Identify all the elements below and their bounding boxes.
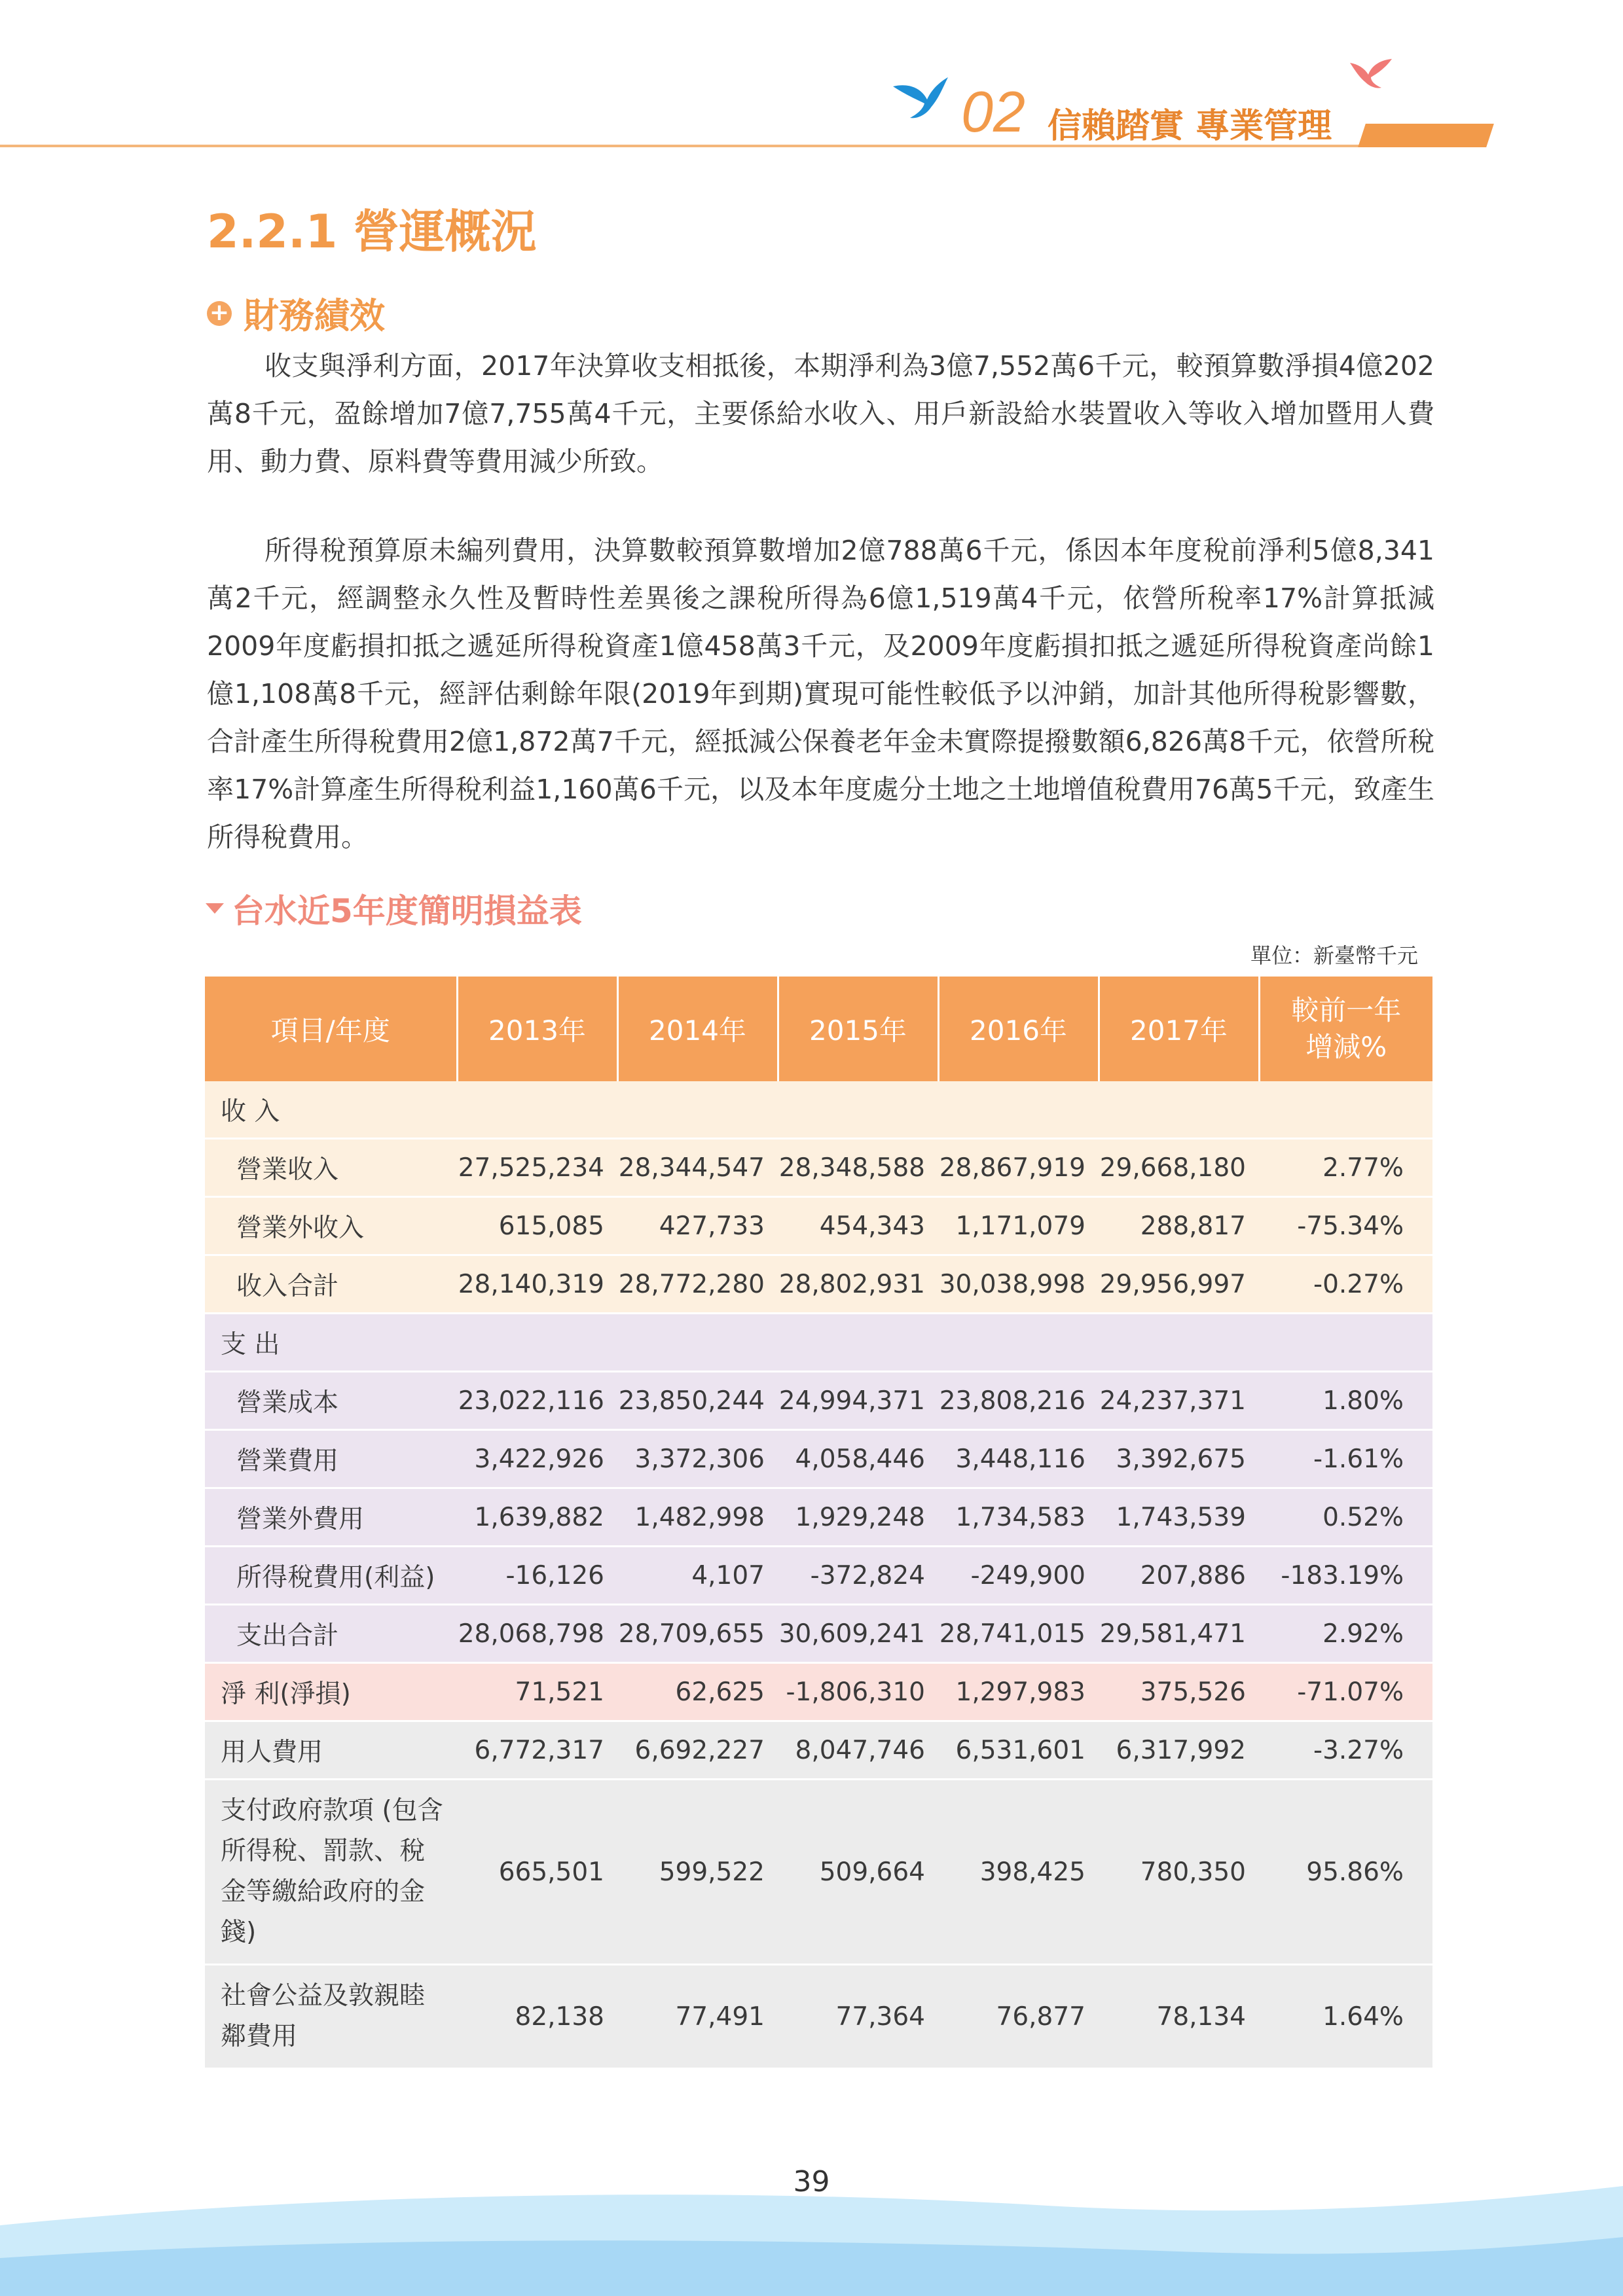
chapter-title: 信賴踏實 專業管理 — [1048, 107, 1332, 146]
column-header: 2017年 — [1099, 977, 1259, 1081]
table-cell: 71,521 — [457, 1663, 617, 1721]
row-label: 淨 利(淨損) — [205, 1663, 457, 1721]
table-cell: 0.52% — [1259, 1488, 1432, 1547]
table-cell: 24,994,371 — [778, 1372, 938, 1430]
table-row — [205, 1547, 1432, 1605]
table-cell: -16,126 — [457, 1547, 617, 1605]
table-cell: 3,448,116 — [938, 1430, 1099, 1488]
row-label: 用人費用 — [205, 1721, 457, 1780]
table-cell: 23,808,216 — [938, 1372, 1099, 1430]
table-cell: 29,956,997 — [1099, 1255, 1259, 1314]
row-label: 營業成本 — [205, 1372, 457, 1430]
table-cell: 76,877 — [938, 1965, 1099, 2069]
table-cell: 2.92% — [1259, 1605, 1432, 1663]
table-header-row — [205, 977, 1432, 1081]
table-cell: -75.34% — [1259, 1197, 1432, 1255]
table-cell: 3,372,306 — [617, 1430, 778, 1488]
table-unit-note: 單位：新臺幣千元 — [1250, 943, 1418, 968]
paragraph-income-tax: 所得稅預算原未編列費用，決算數較預算數增加2億788萬6千元，係因本年度稅前淨利5億8,341萬2千元，經調整永久性及暫時性差異後之課稅所得為6億1,519萬4千元，依營所稅率17%計算抵減2009年度虧損扣抵之遞延所得稅資產1億458萬3千元，及2009年度虧損扣抵之遞延所得稅資產尚餘1億1,108萬8千元，經評估剩餘年限(2019年到期)實現可能性較低予以沖銷，加計其他所得稅影響數，合計產生所得稅費用2億1,872萬7千元，經抵減公保養老年金未實際提撥數額6,826萬8千元，依營所稅率17%計算產生所得稅利益1,160萬6千元，以及本年度處分土地之土地增值稅費用76萬5千元，致產生所得稅費用。 — [207, 535, 1434, 853]
table-cell: 2.77% — [1259, 1139, 1432, 1197]
table-cell: 427,733 — [617, 1197, 778, 1255]
table-cell: 780,350 — [1099, 1780, 1259, 1965]
table-cell: 1.80% — [1259, 1372, 1432, 1430]
table-cell: -1.61% — [1259, 1430, 1432, 1488]
table-cell: 28,068,798 — [457, 1605, 617, 1663]
table-cell: -183.19% — [1259, 1547, 1432, 1605]
column-header: 2015年 — [778, 977, 938, 1081]
section-title: 2.2.1 營運概況 — [207, 205, 537, 259]
paragraph-net-income: 收支與淨利方面，2017年決算收支相抵後，本期淨利為3億7,552萬6千元，較預算數淨損4億202萬8千元，盈餘增加7億7,755萬4千元，主要係給水收入、用戶新設給水裝置收入等收入增加暨用人費用、動力費、原料費等費用減少所致。 — [207, 350, 1434, 477]
table-cell: 28,802,931 — [778, 1255, 938, 1314]
table-cell: 509,664 — [778, 1780, 938, 1965]
table-cell: 398,425 — [938, 1780, 1099, 1965]
table-cell: -1,806,310 — [778, 1663, 938, 1721]
table-cell: 6,317,992 — [1099, 1721, 1259, 1780]
row-label: 營業外費用 — [205, 1488, 457, 1547]
table-row — [205, 1721, 1432, 1780]
table-cell: 1,171,079 — [938, 1197, 1099, 1255]
table-row — [205, 1965, 1432, 2069]
header-accent-tab — [1358, 124, 1494, 147]
table-cell: 28,344,547 — [617, 1139, 778, 1197]
table-row — [205, 1780, 1432, 1965]
table-cell: 375,526 — [1099, 1663, 1259, 1721]
table-row — [205, 1430, 1432, 1488]
row-label: 社會公益及敦親睦鄰費用 — [205, 1965, 457, 2069]
table-cell: 6,772,317 — [457, 1721, 617, 1780]
table-cell: 6,692,227 — [617, 1721, 778, 1780]
table-cell: 8,047,746 — [778, 1721, 938, 1780]
table-cell: -0.27% — [1259, 1255, 1432, 1314]
footer-wave — [0, 2179, 1623, 2296]
table-cell: 82,138 — [457, 1965, 617, 2069]
table-row — [205, 1197, 1432, 1255]
table-section-row — [205, 1081, 1432, 1139]
row-label: 營業收入 — [205, 1139, 457, 1197]
table-cell: 454,343 — [778, 1197, 938, 1255]
table-cell: 1,929,248 — [778, 1488, 938, 1547]
chapter-number: 02 — [961, 79, 1025, 144]
table-cell: 28,348,588 — [778, 1139, 938, 1197]
table-cell: 29,668,180 — [1099, 1139, 1259, 1197]
triangle-down-icon — [206, 903, 224, 914]
table-cell: -71.07% — [1259, 1663, 1432, 1721]
pink-bird-icon — [1349, 55, 1395, 92]
table-row — [205, 1605, 1432, 1663]
table-cell: 3,392,675 — [1099, 1430, 1259, 1488]
table-cell: 1.64% — [1259, 1965, 1432, 2069]
income-statement-table — [205, 977, 1432, 2070]
table-row — [205, 1372, 1432, 1430]
subheading-text: 財務績效 — [244, 295, 385, 336]
table-cell: 207,886 — [1099, 1547, 1259, 1605]
column-header: 2013年 — [457, 977, 617, 1081]
table-cell: -372,824 — [778, 1547, 938, 1605]
table-cell: 615,085 — [457, 1197, 617, 1255]
table-cell: 23,022,116 — [457, 1372, 617, 1430]
blue-bird-icon — [890, 73, 949, 120]
table-cell: 28,741,015 — [938, 1605, 1099, 1663]
table-cell: 28,867,919 — [938, 1139, 1099, 1197]
table-cell: 665,501 — [457, 1780, 617, 1965]
table-section-row — [205, 1314, 1432, 1372]
table-cell: 24,237,371 — [1099, 1372, 1259, 1430]
table-cell: 30,609,241 — [778, 1605, 938, 1663]
row-label: 所得稅費用(利益) — [205, 1547, 457, 1605]
row-label: 營業費用 — [205, 1430, 457, 1488]
table-cell: 28,140,319 — [457, 1255, 617, 1314]
table-title — [206, 885, 582, 932]
row-label: 收入合計 — [205, 1255, 457, 1314]
table-cell: 28,709,655 — [617, 1605, 778, 1663]
table-cell: -3.27% — [1259, 1721, 1432, 1780]
table-cell: 29,581,471 — [1099, 1605, 1259, 1663]
table-cell: 78,134 — [1099, 1965, 1259, 2069]
table-cell: 62,625 — [617, 1663, 778, 1721]
row-label: 支出合計 — [205, 1605, 457, 1663]
table-cell: 27,525,234 — [457, 1139, 617, 1197]
table-row — [205, 1663, 1432, 1721]
table-cell: 1,639,882 — [457, 1488, 617, 1547]
column-header: 2016年 — [938, 977, 1099, 1081]
table-cell: 28,772,280 — [617, 1255, 778, 1314]
column-header: 2014年 — [617, 977, 778, 1081]
table-row — [205, 1488, 1432, 1547]
table-row — [205, 1139, 1432, 1197]
table-cell: 77,491 — [617, 1965, 778, 2069]
table-cell: 3,422,926 — [457, 1430, 617, 1488]
table-cell: 288,817 — [1099, 1197, 1259, 1255]
column-header: 較前一年 增減% — [1259, 977, 1432, 1081]
row-label: 營業外收入 — [205, 1197, 457, 1255]
row-label: 支付政府款項 (包含所得稅、罰款、稅金等繳給政府的金錢) — [205, 1780, 457, 1965]
table-cell: 1,482,998 — [617, 1488, 778, 1547]
table-cell: 1,297,983 — [938, 1663, 1099, 1721]
table-row — [205, 1255, 1432, 1314]
table-cell: 1,743,539 — [1099, 1488, 1259, 1547]
subheading — [207, 288, 385, 338]
table-cell: 4,058,446 — [778, 1430, 938, 1488]
row-label: 收 入 — [205, 1081, 1432, 1139]
table-cell: 95.86% — [1259, 1780, 1432, 1965]
table-cell: 77,364 — [778, 1965, 938, 2069]
page-number: 39 — [793, 2165, 830, 2198]
row-label: 支 出 — [205, 1314, 1432, 1372]
table-cell: 6,531,601 — [938, 1721, 1099, 1780]
table-cell: 1,734,583 — [938, 1488, 1099, 1547]
table-cell: 23,850,244 — [617, 1372, 778, 1430]
table-cell: 30,038,998 — [938, 1255, 1099, 1314]
table-cell: 4,107 — [617, 1547, 778, 1605]
table-cell: 599,522 — [617, 1780, 778, 1965]
plus-circle-icon: + — [207, 301, 232, 326]
table-cell: -249,900 — [938, 1547, 1099, 1605]
column-header: 項目/年度 — [205, 977, 457, 1081]
table-title-text: 台水近5年度簡明損益表 — [232, 892, 582, 930]
